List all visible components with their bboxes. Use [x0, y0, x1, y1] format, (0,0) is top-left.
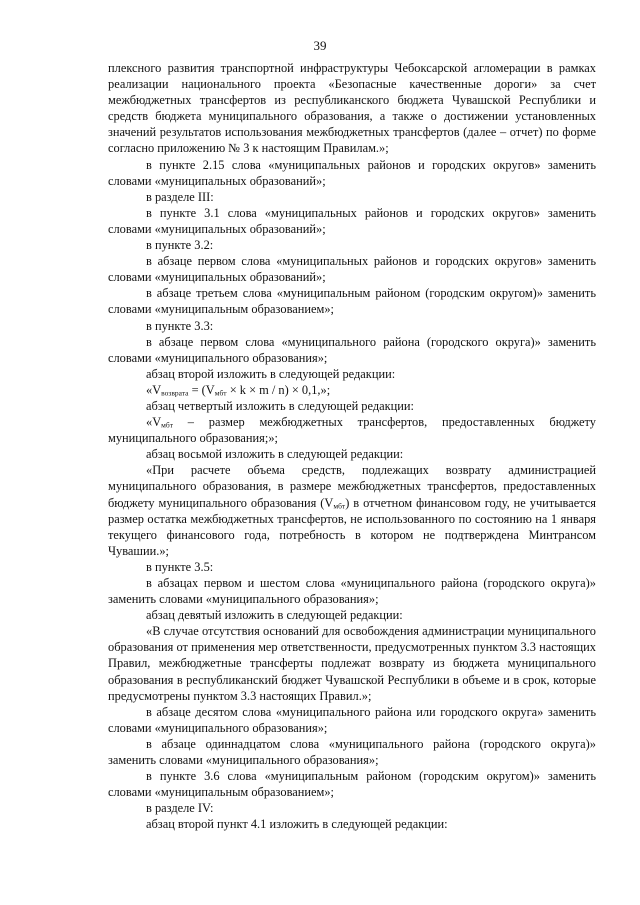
quoted-text: «При расчете объема средств, подлежащих возврату администрацией муниципального образования, в размере межбюджетных трансфертов, предоставленных бюджету муниципального образования (V — [108, 463, 596, 510]
paragraph: в абзацах первом и шестом слова «муниципального района (городского округа)» заменить словами «муниципального образования»; — [108, 576, 596, 607]
paragraph: в пункте 2.15 слова «муниципальных районов и городских округов» заменить словами «муниципальных образований»; — [108, 157, 596, 188]
paragraph: абзац второй пункт 4.1 изложить в следующей редакции: — [146, 817, 448, 832]
paragraph: в абзаце одиннадцатом слова «муниципального района (городского округа)» заменить словами «муниципального образования»; — [108, 736, 596, 768]
paragraph: в пункте 3.1 слова «муниципальных районов и городских округов» заменить словами «муниципальных образований»; — [108, 205, 596, 236]
formula-subscript: возврата — [161, 388, 189, 398]
paragraph: абзац восьмой изложить в следующей редакции: — [146, 447, 404, 462]
quoted-text: ) в отчетном финансовом году, не учитывается размер остатка межбюджетных трансфертов, не использованного по состоянию на 1 января текущего финансового года, потребность в котором не подтверждена Минтрансом Чувашии.»; — [108, 495, 596, 558]
paragraph: абзац второй изложить в следующей редакции: — [146, 366, 396, 381]
formula-paragraph — [108, 382, 596, 398]
page-number: 39 — [313, 38, 327, 53]
paragraph: в разделе IV: — [146, 801, 214, 816]
definition-text: – размер межбюджетных трансфертов, предоставленных бюджету муниципального образования;»; — [108, 415, 596, 446]
paragraph: в разделе III: — [146, 189, 214, 204]
formula-text: «V — [146, 382, 162, 397]
paragraph: в абзаце первом слова «муниципального района (городского округа)» заменить словами «муниципального образования»; — [108, 334, 596, 365]
paragraph: в пункте 3.2: — [146, 238, 214, 253]
formula-text: × k × m / n) × 0,1,»; — [226, 382, 331, 397]
definition-text: «V — [146, 415, 162, 430]
paragraph: абзац девятый изложить в следующей редакции: — [146, 608, 403, 623]
formula-subscript: мбт — [214, 388, 227, 398]
document-body — [108, 60, 596, 833]
formula-text: = (V — [188, 382, 215, 397]
quoted-subscript: мбт — [333, 501, 346, 511]
paragraph-continuation: плексного развития транспортной инфраструктуры Чебоксарской агломерации в рамках реализации национального проекта «Безопасные качественные дороги» за счет межбюджетных трансфертов из республиканского бюджета Чувашской Республики и средств бюджета муниципального образования, а также о достижении установленных значений результатов использования межбюджетных трансфертов (далее – отчет) по форме согласно приложению № 3 к настоящим Правилам.»; — [108, 61, 596, 156]
paragraph: в абзаце первом слова «муниципальных районов и городских округов» заменить словами «муниципальных образований»; — [108, 254, 596, 285]
paragraph: «В случае отсутствия оснований для освобождения администрации муниципального образования от применения мер ответственности, предусмотренных пунктом 3.3 настоящих Правил, межбюджетные трансферты подлежат возврату из бюджета муниципального образования в республиканский бюджет Чувашской Республики в объеме и в срок, которые предусмотрены пунктом 3.3 настоящих Правил.»; — [108, 624, 596, 703]
definition-paragraph — [108, 414, 596, 446]
paragraph: в пункте 3.5: — [146, 559, 214, 574]
paragraph: в абзаце десятом слова «муниципального района или городского округа» заменить словами «муниципального образования»; — [108, 704, 596, 735]
paragraph: в пункте 3.6 слова «муниципальным районом (городским округом)» заменить словами «муниципальным образованием»; — [108, 769, 596, 800]
paragraph: в пункте 3.3: — [146, 318, 214, 333]
definition-subscript: мбт — [161, 420, 173, 430]
paragraph: в абзаце третьем слова «муниципальным районом (городским округом)» заменить словами «муниципальным образованием»; — [108, 286, 596, 317]
paragraph: абзац четвертый изложить в следующей редакции: — [146, 398, 414, 413]
quoted-paragraph — [108, 462, 596, 559]
